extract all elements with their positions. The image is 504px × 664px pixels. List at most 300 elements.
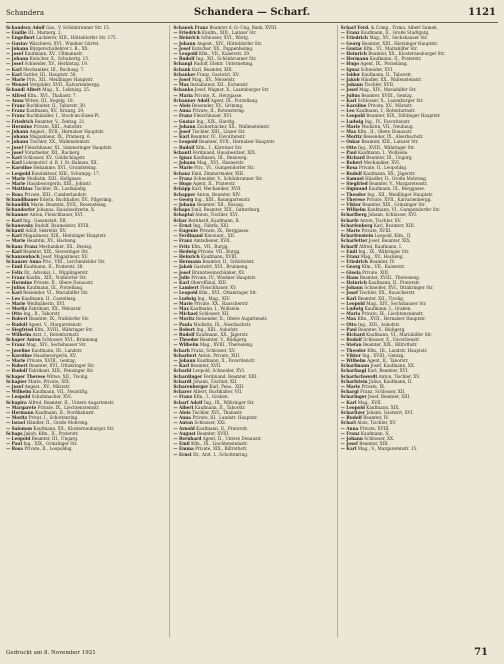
entry-name: — Franz [340, 253, 360, 259]
entry-name: — Paul [340, 326, 357, 332]
entry-details: Mag., V., Margaretenstr. 15. [357, 446, 418, 452]
entry-details: Privat, I., Schottenring. [28, 415, 79, 421]
entry-details: Gastwirt, XVI., Brunneng. [193, 264, 249, 270]
entry-details: Schlosser, XV., Goldschlagstr. [23, 155, 86, 161]
entry-name: — Arnold [173, 425, 195, 431]
entry-name: Schaper Therese [6, 373, 46, 379]
entry-details: III., Marxerg. 2. [28, 30, 62, 36]
entry-details: Beamter, XVI., Ottakringer Str. [29, 363, 95, 369]
entry-details: Kutscher, X., Schubertg. 15. [29, 56, 90, 62]
entry-details: Kfm., XVI., Ottakringer Str. [198, 290, 258, 296]
entry-name: Schank [173, 66, 191, 72]
entry-name: — August [173, 430, 196, 436]
entry-details: Tischler, XX., Wallensteinstr. [29, 139, 91, 145]
entry-details: Beamter, XII., Rosasg. [196, 201, 245, 207]
entry-name: — Karl [340, 97, 357, 103]
directory-entry [6, 446, 163, 451]
entry-details: Kaufmann, I., Wollzeile. [358, 149, 409, 155]
entry-name: — Robert [6, 363, 28, 369]
entry-details: Karl, Mechaniker, XVII. [191, 186, 242, 192]
page-footer [6, 644, 498, 658]
entry-details: Reisender, XV., Grimmg. [191, 103, 244, 109]
entry-name: — Ignaz [173, 155, 192, 161]
entry-name: Scharbl [173, 368, 192, 374]
entry-name: — Hugo [340, 61, 360, 67]
entry-name: — Hedwig [173, 248, 197, 254]
entry-details: Kaufmann, XX., Jägerstr. [195, 331, 249, 337]
entry-details: Private, III., Landstr. Hauptstr. [192, 415, 258, 421]
entry-details: Schneider, XVI. [360, 66, 394, 72]
entry-name: — Max [340, 316, 357, 322]
entry-name: — Therese [340, 196, 366, 202]
entry-name: — Leopold [340, 113, 365, 119]
entry-name: — Julius [6, 285, 26, 291]
entry-details: Kfm., III., Landstr. Hauptstr. [367, 347, 428, 353]
entry-details: Ing., XIII., Baumgartenstr. [194, 196, 251, 202]
entry-details: Beamter, III., Ungarg. [31, 436, 79, 442]
page-header [6, 6, 498, 22]
entry-details: Kaufmann, VI., Gumpendorfer Str. [367, 207, 441, 213]
entry-details: Karl, Beamter, XIII. [373, 222, 416, 228]
entry-name: — Rudolf [340, 170, 362, 176]
entry-name: Scharb [173, 347, 190, 353]
entry-details: Marie, Private, XIX. [28, 378, 71, 384]
entry-name: — Franz [6, 108, 25, 114]
entry-name: Scharf Adolf [173, 399, 203, 405]
entry-name: — Hugo [173, 181, 192, 187]
entry-name: — Johann [340, 285, 363, 291]
entry-name: — Josef [340, 441, 358, 447]
entry-details: Tischler, XVI., Thaliastr. [191, 410, 243, 416]
entry-name: — Rosa [6, 446, 23, 452]
entry-details: Kaufmann, XV., Ullmannstr. [24, 51, 84, 57]
entry-details: Mag., XV., Hackeng. [360, 253, 404, 259]
entry-name: Schardinger [173, 373, 203, 379]
entry-name: Scharl [340, 420, 356, 426]
entry-details: Angest., XIV., Hütteldorfer Str. [196, 40, 263, 46]
entry-name: Schapler [6, 378, 27, 384]
entry-details: Händler, XX., Wallensteinstr. [360, 77, 422, 83]
entry-name: — Johann [173, 123, 196, 129]
entry-name: — Leo [340, 108, 355, 114]
entry-name: Schandorfer [6, 207, 35, 213]
entry-name: — Johann [340, 436, 363, 442]
entry-name: Scharbert [173, 352, 197, 358]
entry-details: Kfm., IX., Liechtensteinstr. [191, 441, 248, 447]
entry-name: — Anton [173, 420, 194, 426]
entry-name: — Karoline [6, 352, 32, 358]
entry-name: — Hermann [173, 259, 202, 265]
entry-name: — Georg [340, 264, 361, 270]
entry-name: — Franz [340, 430, 360, 436]
entry-name: — Wilhelm [340, 207, 366, 213]
entry-name: — Leopold [340, 300, 365, 306]
entry-name: — Emilie [6, 30, 27, 36]
entry-details: Beamter, XII., Tivolig. [357, 295, 405, 301]
entry-name: — Josef [173, 269, 191, 275]
entry-name: — Samuel [340, 175, 364, 181]
entry-details: Kaufmann, XX., Klosterneuburger Str. [33, 425, 115, 431]
entry-details: Kaufmann, XVIII. [200, 253, 238, 259]
entry-name: — Franz [6, 342, 25, 348]
entry-name: — Friedrich [173, 30, 201, 36]
entry-name: Scharfschwerdt [340, 373, 378, 379]
entry-columns [6, 25, 498, 638]
entry-details: Beamter, V., Zentag. 21. [34, 118, 86, 124]
entry-details: Tischler, XIII., Linzer Str. [191, 129, 246, 135]
entry-details: Mag., XVIII., Theresieng. [199, 342, 254, 348]
entry-name: Schäpp [173, 186, 191, 192]
entry-name: — Bernhard [173, 436, 202, 442]
entry-details: Zuckerbäcker, XX., Wallensteinstr. [196, 123, 270, 129]
entry-details: Priv., XII., Meidlinger Hauptstr. [26, 77, 94, 83]
entry-name: Schanz [173, 170, 191, 176]
entry-name: — Emil [340, 248, 358, 254]
entry-name: — Ernst [173, 222, 192, 228]
entry-details: Ing., IV., Favoritenstr. [364, 118, 411, 124]
entry-details: Witwe, III., Kegelg. 18. [25, 97, 74, 103]
entry-details: Beamter d. Ö.-Ung. Bank, XVIII. [209, 25, 278, 30]
entry-details: Beamter, V., Margaretenstr. [369, 181, 428, 187]
entry-details: Kaufmann, XX., Jägerstr. [363, 170, 416, 176]
entry-details: Mag., XV., Sechshauser Str. [369, 35, 428, 41]
entry-name: — Leopold [6, 394, 31, 400]
entry-details: Beamter, IV. [369, 259, 395, 265]
entry-details: Ing., XVIII., Gentzg. [362, 352, 405, 358]
entry-details: Beamter, XVII. [190, 363, 222, 369]
entry-name: — Sigmund [340, 186, 368, 192]
entry-details: Alfred, Beamter, II., Untere Augartenstr. [28, 399, 115, 405]
entry-name: Schaps [6, 430, 23, 436]
entry-details: Ing., IX., Währinger Str. [203, 399, 255, 405]
entry-details: Kfm., XVIII., Währinger Str. [34, 326, 94, 332]
entry-name: Schandlbauer [6, 196, 39, 202]
entry-details: Alfred, Kaufmann, I. [358, 243, 403, 249]
entry-name: — Theodor [173, 337, 199, 343]
entry-name: Scharfenberg [340, 222, 373, 228]
entry-name: — Karl [173, 134, 190, 140]
entry-name: Schapper [173, 191, 196, 197]
entry-name: — Margarete [6, 404, 37, 410]
entry-details: Witwe, XII., Tivolig. [46, 373, 89, 379]
entry-details: Kaufmann, III., Landstr. [31, 347, 83, 353]
entry-name: Scharff [340, 243, 358, 249]
entry-details: Buchhändler, I., Stock-im-Eisen-Pl. [26, 113, 100, 119]
entry-name: Scharf Ferd. [340, 25, 370, 30]
entry-details: Private, IX., Berggasse. [199, 227, 250, 233]
entry-name: — Karl [173, 279, 190, 285]
entry-name: — Franz [173, 113, 193, 119]
entry-name: — Karl [6, 71, 22, 77]
entry-name: — Franz [173, 238, 193, 244]
entry-name: — Rudolf [6, 321, 28, 327]
entry-details: Beamter, XIX., Billrothstr. [362, 342, 418, 348]
entry-details: Albert, Buchhalter, VII. [193, 389, 243, 395]
entry-details: Anton, Private, XIII. [197, 352, 241, 358]
entry-name: — Leo [6, 295, 21, 301]
entry-name: — Franz [173, 175, 193, 181]
entry-details: Adolf, Sekretär, XV. [25, 227, 67, 233]
entry-details: Hausbesorgerin, XV. [33, 352, 77, 358]
entry-details: Amtsdiener, XVII. [193, 238, 231, 244]
entry-details: Schlosser, XII. [199, 311, 230, 317]
entry-details: Kutscher, XX., Pappenheimg. [191, 45, 254, 51]
entry-details: Kaufmann, II., Nordbahnstr. [35, 410, 95, 416]
entry-name: — Rudolf [173, 56, 195, 62]
header-rule [6, 22, 498, 23]
entry-name: — Marie [6, 358, 26, 363]
entry-name: Scharenberger [173, 384, 209, 390]
entry-details: Kaufmann, XV., Kranzg. 29. [26, 108, 85, 114]
entry-details: Mag., X., Leibnizg. 25. [42, 87, 91, 93]
print-note: Gedruckt am 8. November 1921 [6, 650, 96, 656]
entry-details: Tischler, IX., Lustkandlg. [33, 186, 87, 192]
entry-name: — Gisela [340, 269, 361, 275]
entry-name: — Moritz [173, 316, 195, 322]
entry-details: Beamter, XIII., Lainzer Str. [361, 139, 419, 145]
entry-name: — Josefine [6, 347, 31, 353]
entry-name: — Anna [173, 108, 192, 114]
entry-details: Kaufmann, I., Graben. [364, 305, 412, 311]
entry-details: Mag., XVI., Hasnerstr. [196, 160, 245, 166]
directory-entry [173, 452, 330, 457]
entry-details: Rudolf, Baumeister, XVIII. [34, 222, 90, 228]
entry-name: — Josef [340, 87, 358, 93]
entry-details: Vorarbeiter, XII., Ruckerg. [24, 149, 81, 155]
entry-name: — Michael [173, 311, 198, 317]
entry-name: — Johann [6, 139, 29, 145]
entry-details: Beamter, XVIII., Gentzg. [361, 92, 414, 98]
entry-name: — Viktor [340, 201, 361, 207]
entry-details: Mag., XIV., Sechshauser Str. [366, 300, 427, 306]
entry-name: — Karl [340, 446, 357, 452]
entry-name: Schanek Franz [173, 25, 208, 30]
entry-name: — Josef [173, 77, 191, 83]
entry-name: — Johann [173, 358, 196, 363]
entry-details: Kfm., I., Graben. [193, 394, 229, 400]
entry-name: Schangl [173, 61, 193, 67]
entry-name: — Hermine [6, 279, 33, 285]
entry-details: Kaufmann, II., Praterstr. [196, 425, 249, 431]
entry-name: Scharfstein [340, 378, 368, 384]
entry-name: — Karl [6, 248, 22, 254]
entry-name: Scharfetter [340, 238, 368, 244]
entry-details: Private, XVIII., Gentzg. [26, 358, 77, 363]
entry-details: Julius, Kaufmann, II. [368, 378, 413, 384]
entry-details: Vergolder, XVII., Kalvarienbergg. [29, 82, 101, 88]
entry-details: Beamter, IV. [363, 415, 389, 421]
entry-name: — Johann [6, 56, 29, 62]
entry-name: — Israel [6, 420, 26, 426]
entry-name: Schandlik [6, 201, 30, 207]
entry-details: Kaufmann, IX., Berggasse. [368, 186, 426, 192]
entry-name: — Otto [340, 144, 357, 150]
entry-details: Agent, II., Praterstr. [193, 181, 236, 187]
entry-details: Johann, Tischler, XII. [193, 378, 238, 384]
entry-name: Scharfberg [340, 212, 367, 218]
entry-name: — Wilhelm [6, 331, 32, 337]
entry-name: — Heinrich [173, 253, 200, 259]
entry-name: Schaper Anton [6, 337, 41, 343]
entry-name: — Franz [6, 103, 25, 109]
entry-details: Private, X., Herzgasse. [194, 92, 243, 98]
entry-name: — Georg [340, 40, 361, 46]
entry-details: Kfm., VI., Mariahilfer Str. [363, 45, 418, 51]
entry-name: Scharfenstein [340, 233, 374, 239]
entry-details: Ing., XIII., Auhofstr. [196, 326, 239, 332]
entry-name: — Gustav [340, 45, 363, 51]
entry-details: Kaufmann, XIX. [366, 404, 400, 410]
entry-name: — Isidor [340, 71, 361, 77]
entry-details: Fabrikant, XX., Webarstr. [28, 305, 83, 311]
entry-details: Private, II., Leopoldsg. [24, 446, 73, 452]
entry-details: Ferdinand, Beamter, XIII. [203, 373, 258, 379]
entry-details: Private, II., Leopoldsg. [359, 165, 408, 171]
entry-details: Josef, Beamter, XIX. [368, 238, 411, 244]
entry-details: Reisender, IX., Alserbachstr. [363, 134, 424, 140]
entry-details: Kfm., I., Kärntner Str. [195, 144, 243, 150]
entry-details: Kaufmann, II., Taborstr. [361, 71, 413, 77]
entry-name: — Wilhelm [173, 342, 199, 348]
entry-name: — Franz [173, 394, 193, 400]
entry-name: — Marie [6, 300, 26, 306]
entry-details: Private, IX. [361, 384, 386, 390]
entry-name: — Leopold [6, 170, 31, 176]
entry-details: Modistin, IX., Alserbachstr. [193, 321, 252, 327]
entry-details: Händler, II., Große Mohreng. [26, 420, 89, 426]
entry-name: — Heinrich [173, 35, 200, 41]
entry-details: Priv., VIII., Lerchenfelder Str. [42, 259, 106, 265]
entry-name: — Marie [6, 77, 26, 83]
entry-details: Private, XV., Märzstr. [367, 103, 413, 109]
entry-name: — Paul [6, 441, 23, 447]
entry-name: — Ernst [173, 451, 192, 457]
entry-details: Schneider, V., Schönbrunner Str. [193, 175, 263, 181]
entry-details: Tischler, XVII. [364, 82, 395, 88]
entry-name: — Fritz [173, 243, 190, 249]
entry-name: — Josef [173, 45, 191, 51]
entry-name: — Friedrich [340, 35, 368, 41]
entry-details: Franz, Schlosser, XV. [191, 347, 236, 353]
entry-name: — Johann [6, 129, 29, 135]
entry-details: Kaufmann, II., Praterstr. [368, 279, 421, 285]
entry-details: Schlosser, XVI., Brunneng. [42, 337, 99, 343]
entry-name: — Jakob [340, 77, 360, 83]
entry-details: Oberoffizial, XIII. [190, 279, 228, 285]
entry-details: Agent, II., Untere Donaustr. [202, 436, 262, 442]
entry-name: — Heinrich [340, 279, 367, 285]
entry-details: Anton, Beamter, XIV. [196, 191, 241, 197]
entry-name: Schaptal [173, 212, 194, 218]
entry-details: Anton, Tischler, XVI. [195, 212, 239, 218]
entry-name: — Salomon [6, 425, 33, 431]
entry-name: — Karl [6, 160, 22, 166]
entry-name: — Wenzel [6, 82, 29, 88]
entry-name: — Franz [340, 30, 360, 36]
entry-name: — Josef [6, 51, 24, 57]
entry-details: Kaufm., XIX., Nußdorfer Str. [26, 274, 87, 280]
entry-name: — Rudolf [173, 331, 195, 337]
entry-details: Branntweinschänker, XV. [191, 269, 245, 275]
entry-details: Agent, II., Taborstr. [367, 358, 409, 363]
entry-details: Edwin, Buchhalter, XV., Pilgerimg. [39, 196, 113, 202]
entry-name: — Julius [340, 92, 360, 98]
entry-name: — Leopold [173, 51, 198, 57]
entry-name: — Oskar [340, 139, 361, 145]
entry-name: — Friedrich [6, 118, 34, 124]
entry-name: Schanzenbach [6, 253, 40, 259]
entry-details: Kfm., XVII., Hernalser Hauptstr. [357, 316, 426, 322]
entry-details: Ing., II., Taborstr. [23, 311, 61, 317]
entry-name: — Emil [173, 441, 190, 447]
entry-details: Kfm., VII., Kaiserstr. 29. [198, 51, 251, 57]
entry-name: — Marie [340, 123, 361, 129]
entry-details: Rudolf, Elektr. Unternehmg. [193, 61, 254, 67]
header-title: Schandera — Scharf. [193, 7, 311, 18]
entry-details: Modistin, XIII., Hollgasse. [26, 175, 83, 181]
entry-name: — Leopold [340, 404, 365, 410]
entry-details: Hebamme, XVI., Grundsteing. [33, 165, 98, 171]
entry-details: Emil, Zimmermaler, XIII. [191, 170, 245, 176]
entry-name: — Wilhelm [340, 358, 366, 363]
entry-name: — Robert [6, 316, 28, 322]
entry-details: Mechaniker, III., Rochusg. 7. [23, 66, 85, 72]
entry-details: Johann, Schlosser, XVI. [368, 212, 418, 218]
entry-details: Private, XVIII. [361, 227, 392, 233]
entry-name: Schandera Adolf [6, 25, 45, 30]
entry-details: Bernhard, Kaufmann, II. [188, 217, 241, 223]
entry-details: Beamter, II., Schüttelstr. [202, 259, 255, 265]
entry-name: — Karl [340, 295, 357, 301]
entry-name: Scharinger [340, 394, 367, 400]
entry-details: Kinonunt., XII. [204, 233, 236, 239]
entry-name: — Siegfried [340, 181, 368, 187]
entry-details: Josef, Wagner, X., Laxenburger Str. [194, 87, 270, 93]
entry-name: — Paula [173, 321, 193, 327]
entry-name: Schanz Franz [6, 243, 38, 249]
entry-name: — Moritz [340, 134, 362, 140]
entry-details: Beamter, XIII. [359, 441, 389, 447]
entry-details: Beamter, XIX., Sieveringer Str. [23, 248, 89, 254]
entry-name: — Josef [340, 290, 358, 296]
entry-details: Franz, Schlosser, XII. [360, 389, 406, 395]
entry-details: Beamter, XX., Klosterneuburger Str. [368, 51, 446, 57]
entry-details: Kaufmann, VI., Mariahilfer Str. [366, 331, 433, 337]
entry-name: Schardt [173, 378, 192, 384]
entry-name: Schanner [6, 212, 29, 218]
entry-details: Kaufmann, II. [360, 430, 390, 436]
entry-name: — Felix [6, 269, 23, 275]
entry-name: — Hermine [6, 123, 33, 129]
entry-name: — Johann [6, 134, 29, 140]
entry-name: — Josef [6, 384, 24, 390]
entry-name: — Marie [6, 238, 26, 244]
entry-details: Kaufmann, I., Rotenturmstr. [356, 108, 416, 114]
entry-name: — Johann [340, 82, 363, 88]
entry-name: Schanzer Anna [6, 259, 42, 265]
entry-name: Scharfmann [340, 363, 370, 369]
entry-name: Schanker [173, 71, 196, 77]
entry-details: Beamter, XIII., Hietzinger Hauptstr. [361, 40, 438, 46]
entry-name: — Johann [173, 40, 196, 46]
entry-details: Beamter, IX., Nußdorfer Str. [29, 316, 90, 322]
entry-name: — Robert [340, 160, 363, 166]
entry-details: Kondukteur, XIII., Schumpg. 17. [31, 170, 101, 176]
entry-name: — Karoline [6, 165, 32, 171]
entry-name: — Theodor [340, 347, 366, 353]
entry-name: Schar [173, 217, 187, 223]
entry-name: — Leopold [6, 436, 31, 442]
